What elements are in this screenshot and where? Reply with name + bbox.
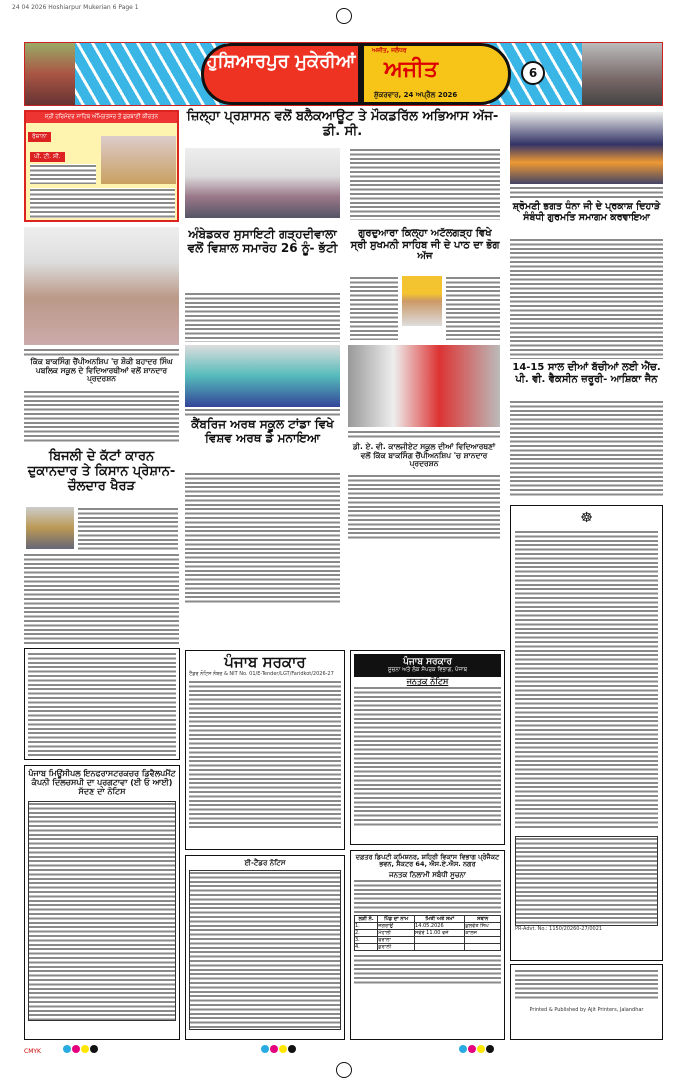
pmidc-title: ਪੰਜਾਬ ਮਿਊਂਸੀਪਲ ਇਨਫਰਾਸਟਰਕਚਰ ਡਿਵੈਲਪਮੈਂਟ ਕੰਪਨੀ ਦਿਲਚਸਪੀ ਦਾ ਪ੍ਰਗਟਾਵਾ (ਈ ਓ ਆਈ) ਸੱਦਣ ਦਾ ਨੋਟਿਸ [28, 769, 176, 797]
person-photo [26, 507, 74, 549]
headline-dhanna: ਸ਼੍ਰੋਮਣੀ ਭਗਤ ਧੰਨਾ ਜੀ ਦੇ ਪ੍ਰਕਾਸ਼ ਦਿਹਾੜੇ ਸੰਬੰਧੀ ਗੁਰਮਤਿ ਸਮਾਗਮ ਕਰਵਾਇਆ [510, 202, 663, 224]
printer-line: Printed & Published by Ajit Printers, Jalandhar [529, 1007, 644, 1013]
table-row: 3. ਫਰਾਲਾ [355, 936, 501, 943]
ptc-label: ਪੀ. ਟੀ. ਸੀ. [30, 152, 65, 162]
masthead-banner [24, 42, 663, 106]
main-story-photo [185, 148, 340, 218]
dav-photo [348, 345, 500, 427]
headline-dav: ਡੀ. ਏ. ਵੀ. ਕਾਲਜੀਏਟ ਸਕੂਲ ਦੀਆਂ ਵਿਦਿਆਰਥਣਾਂ ਵਲੋਂ ਕਿੱਕ ਬਾਕਸਿੰਗ ਚੈਂਪੀਅਨਸ਼ਿਪ 'ਚ ਸ਼ਾਨਦਾਰ ਪ੍ਰਦਰਸ਼ਨ [348, 443, 500, 469]
edition-block: ਹੁਸ਼ਿਆਰਪੁਰ ਮੁਕੇਰੀਆਂ [201, 43, 361, 105]
emblem-icon: ☸ [580, 510, 593, 526]
info-dept-ad [350, 650, 505, 845]
pr-adv: PR-Advt. No.: 1150/20260-27/0021 [515, 926, 603, 932]
printer-box [510, 964, 663, 1040]
headline-gurdwara: ਗੁਰਦੁਆਰਾ ਕਿਲ੍ਹਾ ਅਟੱਲਗੜ੍ਹ ਵਿਖੇ ਸ੍ਰੀ ਸੁਖਮਨੀ ਸਾਹਿਬ ਜੀ ਦੇ ਪਾਠ ਦਾ ਭੋਗ ਅੱਜ [350, 228, 500, 262]
headline-hpv: 14-15 ਸਾਲ ਦੀਆਂ ਬੱਚੀਆਂ ਲਈ ਐੱਚ. ਪੀ. ਵੀ. ਵੈਕਸੀਨ ਜ਼ਰੂਰੀ- ਆਸ਼ਿਕਾ ਜੈਨ [510, 362, 663, 385]
info-dept: ਸੂਚਨਾ ਅਤੇ ਲੋਕ ਸੰਪਰਕ ਵਿਭਾਗ, ਪੰਜਾਬ [387, 667, 468, 673]
tender-ad [185, 650, 345, 850]
earth-day-photo [185, 345, 340, 407]
info-ad-title: ਪੰਜਾਬ ਸਰਕਾਰ [403, 657, 452, 667]
eoi-title: ਈ-ਟੈਂਡਰ ਨੋਟਿਸ [189, 859, 341, 867]
header-photo-left [25, 43, 75, 105]
dhanna-photo [510, 112, 663, 184]
golden-temple-photo [101, 136, 176, 184]
color-registration-bar [24, 1045, 663, 1057]
ad-title: ਸ੍ਰੀ ਹਰਿਮੰਦਰ ਸਾਹਿਬ ਅੰਮ੍ਰਿਤਸਰ ਤੋਂ ਗੁਰਬਾਣੀ ਕੀਰਤਨ [26, 112, 177, 123]
govt-notice-ad [510, 505, 663, 961]
auction-table [354, 915, 501, 951]
ad-tag: ਰੋਜ਼ਾਨਾ [28, 132, 51, 142]
public-notice-title: ਜਨਤਕ ਨੋਟਿਸ [354, 677, 501, 686]
registration-mark-icon [336, 1062, 352, 1078]
headline-bijli: ਬਿਜਲੀ ਦੇ ਕੱਟਾਂ ਕਾਰਨ ਦੁਕਾਨਦਾਰ ਤੇ ਕਿਸਾਨ ਪ੍ਰੇਸ਼ਾਨ- ਚੌਲਦਾਰ ਖੈਰੜ [24, 450, 179, 495]
page-number: 6 [521, 61, 545, 85]
office-title: ਦਫ਼ਤਰ ਡਿਪਟੀ ਕਮਿਸ਼ਨਰ, ਸ਼ਹਿਰੀ ਵਿਕਾਸ ਵਿਭਾਗ ਪ੍ਰੋਜੈਕਟ ਭਵਨ, ਸੈਕਟਰ 64, ਐਸ.ਏ.ਐਸ. ਨਗਰ [355, 853, 500, 869]
table-row: 1. ਜਗਰਾਉਂ 14.05.2026 ਕੁਲਵੰਤ ਸਿੰਘ [355, 922, 501, 929]
portrait-photo [402, 276, 442, 326]
students-photo [24, 227, 179, 345]
headline-cambridge: ਕੈਂਬਰਿਜ ਅਰਥ ਸਕੂਲ ਟਾਂਡਾ ਵਿਖੇ ਵਿਸ਼ਵ ਅਰਥ ਡੇ ਮਨਾਇਆ [185, 418, 340, 446]
tender-no: ਟੈਂਡਰ ਨੋਟਿਸ ਨੰਬਰ & NIT No. 01/E-Tender/LGT/Faridkot/2026-27 [189, 671, 334, 678]
cmyk-label: CMYK [24, 1048, 41, 1055]
headline-ambedkar: ਅੰਬੇਡਕਰ ਸੁਸਾਇਟੀ ਗੜ੍ਹਦੀਵਾਲਾ ਵਲੋਂ ਵਿਸ਼ਾਲ ਸਮਾਰੋਹ 26 ਨੂੰ- ਭੱਟੀ [185, 228, 340, 256]
table-row: 2. ਮੌਹਾਲੀ ਸਵੇਰੇ 11.00 ਵਜੇ ਕਾਲਜ [355, 929, 501, 936]
issue-date: ਸ਼ੁੱਕਰਵਾਰ, 24 ਅਪ੍ਰੈਲ 2026 [374, 91, 458, 99]
table-row: 4. ਕੁਰਾਲੀ [355, 943, 501, 950]
auction-title: ਜਨਤਕ ਨਿਲਾਮੀ ਸਬੰਧੀ ਸੂਚਨਾ [354, 871, 501, 879]
headline-main: ਜ਼ਿਲ੍ਹਾ ਪ੍ਰਸ਼ਾਸਨ ਵਲੋਂ ਬਲੈਕਆਊਟ ਤੇ ਮੌਕਡਰਿੱਲ ਅਭਿਆਸ ਅੱਜ- ਡੀ. ਸੀ. [186, 109, 499, 139]
registration-mark-icon [336, 8, 352, 24]
table-header: ਲੜੀ ਨੰ. ਪਿੰਡ ਦਾ ਨਾਮ ਮਿਤੀ ਅਤੇ ਸਮਾਂ ਸਥਾਨ [355, 915, 501, 922]
eoi-ad [185, 855, 345, 1040]
masthead-logo: ਅਜੀਤ [384, 57, 438, 82]
paper-sub: ਅਜੀਤ, ਜਲੰਧਰ [372, 47, 407, 54]
ptc-ad [24, 110, 179, 222]
auction-ad [350, 850, 505, 1040]
punjab-sarkar-title: ਪੰਜਾਬ ਸਰਕਾਰ [189, 654, 341, 671]
header-photo-right [582, 43, 662, 105]
masthead-block [361, 43, 511, 105]
slug-line: 24 04 2026 Hoshiarpur Mukerian 6 Page 1 [12, 4, 139, 11]
pmidc-ad [24, 765, 180, 1040]
headline-kickboxing: ਕਿੱਕ ਬਾਕਸਿੰਗ ਚੈਂਪੀਅਨਸ਼ਿਪ 'ਚ ਸ਼ੌਕੀ ਬਹਾਦਰ ਸਿੰਘ ਪਬਲਿਕ ਸਕੂਲ ਦੇ ਵਿਦਿਆਰਥੀਆਂ ਵਲੋਂ ਸ਼ਾਨਦਾਰ ਪ੍ਰਦਰਸ਼ਨ [24, 358, 179, 384]
left-ad-1 [24, 648, 180, 760]
